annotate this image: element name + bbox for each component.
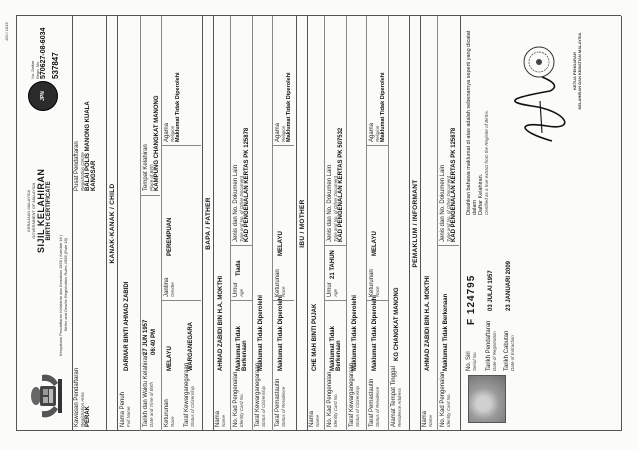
mother-address-label: Alamat Tempat Tinggal [391,366,397,427]
rule-mother-4 [388,16,389,431]
rule-child-v3 [161,145,201,146]
rule-father-3 [272,16,273,431]
certify-ms: Disahkan bahawa maklumat di atas adalah sebenarnya seperti yang dicatat dalam [466,30,478,215]
coat-of-arms-icon [28,371,64,421]
child-gender-label-en: Gender [170,281,175,297]
registration-area-value: PERAK [85,405,91,427]
informant-id: Maklumat Tidak Berkenaan [443,293,449,371]
informant-name-label: Nama [422,410,428,427]
child-religion: Maklumat Tidak Diperolehi [175,72,181,142]
serial-block [466,351,477,371]
registration-centre-label: Pusat Pendaftaran [74,141,80,191]
frame-bottom [621,16,622,431]
mother-age-block [327,282,338,297]
child-name-block [120,392,131,427]
mother-race-label-en: Race [375,286,380,297]
rule-mother-2 [346,16,347,431]
father-id-label-en: Identity Card No. [239,393,244,427]
rule-mother-v2 [324,245,346,246]
father-doc-block [233,128,250,242]
father-doc-label: Jenis dan No. Dokumen Lain [233,164,239,242]
registration-no-label: No. Daftar [30,60,35,79]
child-pob-label-en: Place of Birth [149,164,154,191]
mother-residence: Maklumat Tidak Diperolehi [372,295,378,371]
reg-date-block [486,321,497,371]
act-line-en: Births and Deaths Registration Rules 1958 (Rule 18) [63,237,68,331]
registration-area-label-en: Registration Area [80,392,85,427]
mother-name: CHE MAH BINTI PUJAK [312,303,318,371]
father-religion-block [275,72,292,142]
mother-race: MELAYU [372,231,378,256]
father-residence-block [275,379,286,427]
father-residence-label: Taraf Pemastautin [275,378,281,427]
informant-name-label-en: Name [428,414,433,427]
child-dob-block [143,354,154,427]
rule-child-2 [161,16,162,431]
rule-reg-top [72,16,73,431]
father-doc-label-en: Type and No. of Other Document [239,176,244,242]
mother-doc-label-en: Type and No. of Other Document [333,176,338,242]
extract-date-label: Tarikh Cabutan [504,330,510,371]
government-label-en: GOVERNMENT OF MALAYSIA [31,182,36,239]
reg-date-label-en: Date of Registration [492,331,497,371]
mother-religion: Maklumat Tidak Diperolehi [380,72,386,142]
rule-father-v3 [272,300,294,301]
father-citizenship-label: Taraf Kewarganegaraan [255,362,261,427]
serial-label: No. Siri [466,351,472,371]
certification-text [466,20,489,215]
mother-id-label: No. Kad Pengenalan [327,371,333,427]
mother-address-label-en: Residence Address [397,388,402,427]
rule-child-v1 [140,195,160,196]
father-age: Tiada [236,260,242,276]
extract-date-block [504,331,515,371]
mother-citizenship: Maklumat Tidak Diperolehi [352,295,358,371]
father-religion: Maklumat Tidak Diperolehi [286,72,292,142]
father-race: MELAYU [278,231,284,256]
informant-doc-label: Jenis dan No. Dokumen Lain [440,164,446,242]
registrar-line-2: KELAHIRAN DAN KEMATIAN MALAYSIA [577,32,582,110]
father-religion-label-en: Religion [281,125,286,142]
child-gender: PEREMPUAN [167,217,173,256]
mother-citizenship-label-en: Status of Citizenship [355,385,360,427]
mother-race-block [369,269,380,297]
government-label: KERAJAAN MALAYSIA [26,189,31,232]
child-pob-block [143,95,160,191]
mother-residence-label: Taraf Pemastautin [369,378,375,427]
child-pob: KAMPUNG CHANGKAT MANONG [154,95,160,191]
informant-id-label-en: Identity Card No. [446,393,451,427]
child-gender-block [164,278,175,297]
informant-doc: KAD PENGENALAN KERTAS PK 125878 [451,127,457,242]
mother-name-block [309,411,320,427]
jpn-logo-icon: JPN [28,81,58,111]
mother-doc: KAD PENGENALAN KERTAS PK 507532 [338,127,344,242]
rule-father-1 [230,16,231,431]
father-race-label-en: Race [281,286,286,297]
child-tob: 06:40 PM [151,328,157,355]
rule-father-2 [252,16,253,431]
father-religion-label: Agama [275,122,281,142]
child-race-block [164,399,175,427]
mother-address-block [391,366,402,427]
father-id-block [233,372,244,427]
child-race-label-en: Race [170,416,175,427]
child-race: MELAYU [167,346,173,371]
section-mother: IBU / MOTHER [296,16,308,431]
rule-footer-top [460,16,461,431]
father-citizenship-label-en: Status of Citizenship [261,385,266,427]
mother-address: KG CHANGKAT MANONG [394,287,400,361]
extract-date-label-en: Date of Extraction [510,335,515,371]
registration-no-label-en: Regn. No. [35,60,40,79]
rule-mother-3 [366,16,367,431]
corner-mark: J20 / 1015 [4,22,9,41]
informant-doc-label-en: Type and No. of Other Document [446,176,451,242]
father-age-block [233,282,244,297]
father-race-label: Keturunan [275,269,281,297]
rule-father-v1 [230,300,252,301]
mother-age: 21 TAHUN [330,250,336,279]
frame-top [16,16,17,431]
registration-centre-value: BALAI POLIS MANONG KUALA KANGSAR [85,101,97,191]
child-name-label-en: Full Name [126,406,131,427]
reg-date: 03 JULAI 1957 [488,270,494,311]
rule-father-v2 [230,245,252,246]
mother-name-label: Nama [309,410,315,427]
rule-child-1 [140,16,141,431]
mother-residence-label-en: Status of Residence [375,386,380,427]
informant-name-block [422,411,433,427]
mother-doc-label: Jenis dan No. Dokumen Lain [327,164,333,242]
child-citizenship-block [184,363,195,427]
mother-residence-block [369,379,380,427]
father-citizenship-block [255,363,266,427]
rule-mother-v1 [324,300,346,301]
father-name-label-en: Name [221,414,226,427]
child-citizenship-label: Taraf Kewarganegaraan [184,362,190,427]
mother-id-label-en: Identity Card No. [333,393,338,427]
extract-date: 23 JANUARI 2009 [506,260,512,311]
father-age-label-en: Age [239,288,244,297]
header-titles [26,169,52,253]
registration-no-block [30,28,60,79]
registrar-block [572,21,582,121]
child-citizenship: WARGANEGARA [188,322,194,371]
mother-religion-label-en: Religion [375,125,380,142]
certificate-title-en: BIRTH CERTIFICATE [46,181,52,241]
child-religion-label-en: Religion [170,125,175,142]
registration-area [74,368,91,427]
rule-father-v4 [272,145,294,146]
father-residence-label-en: Status of Residence [281,386,286,427]
mother-doc-block [327,128,344,242]
father-id-label: No. Kad Pengenalan [233,371,239,427]
child-gender-label: Jantina [164,277,170,297]
mother-religion-label: Agama [369,122,375,142]
rule-mother-v3 [366,300,388,301]
informant-id-label: No. Kad Pengenalan [440,371,446,427]
photo-stamp-icon [468,375,506,423]
child-name-label: Nama Penuh [120,391,126,427]
rule-informant-v1 [437,245,459,246]
child-dob: 27 JUN 1957 [143,319,149,355]
father-id: Maklumat Tidak Berkenaan [236,326,248,371]
informant-name: AHMAD ZABIDI BIN H.A. MOKTHI [425,276,431,371]
child-dob-label: Tarikh dan Waktu Kelahiran [143,353,149,427]
father-name-block [215,411,226,427]
signature-icon [512,71,572,151]
registration-no: 570627-08-6034 [40,27,47,79]
child-pob-label: Tempat Kelahiran [143,144,149,191]
section-informant: PEMAKLUM / INFORMANT [409,16,421,431]
mother-id: Maklumat Tidak Berkenaan [330,326,342,371]
serial-label-en: Serial No. [472,351,477,371]
father-name: AHMAD ZABIDI BIN H.A. MOKTHI [218,276,224,371]
registrar-line-1: KETUA PENGARAH [572,52,577,90]
section-father: BAPA / FATHER [202,16,214,431]
rule-informant-1 [437,16,438,431]
mother-age-label-en: Age [333,288,338,297]
serial-value: F 124795 [466,274,477,325]
rule-child-v2 [161,300,201,301]
registration-area-label: Kawasan Pendaftaran [74,367,80,427]
certify-ms2: Daftar Kelahiran. [478,173,484,215]
rule-mother-1 [324,16,325,431]
child-race-label: Keturunan [164,399,170,427]
child-religion-block [164,72,181,142]
section-child: KANAK-KANAK / CHILD [106,16,118,431]
child-name: DARMAR BINTI AHMAD ZABIDI [124,281,130,371]
father-name-label: Nama [215,410,221,427]
mother-id-block [327,372,338,427]
act-line: Kenyataan Pendaftaran Kelahiran dan Kematian 1958 ( Kaedah 18 ) [58,234,63,356]
child-religion-label: Agama [164,122,170,142]
father-doc: KAD PENGENALAN KERTAS PK 125878 [244,127,250,242]
child-citizenship-label-en: Status of Citizenship [190,385,195,427]
father-citizenship: Maklumat Tidak Diperolehi [258,295,264,371]
reg-date-label: Tarikh Pendaftaran [486,320,492,371]
rule-mother-v4 [366,145,388,146]
child-dob-label-en: Date and Time of Birth [149,382,154,427]
mother-name-label-en: Name [315,414,320,427]
informant-doc-block [440,128,457,242]
mother-religion-block [369,72,386,142]
father-age-label: Umur [233,282,239,297]
registration-centre [74,71,97,191]
mother-age-label: Umur [327,282,333,297]
registration-centre-label-en: Registration Centre [80,152,85,191]
father-residence: Maklumat Tidak Diperolehi [278,295,284,371]
father-race-block [275,269,286,297]
mother-citizenship-block [349,363,360,427]
certify-en: Certified as a true extract from the Register of Births. [484,109,489,215]
mother-citizenship-label: Taraf Kewarganegaraan [349,362,355,427]
official-seal-icon [522,45,556,79]
mother-race-label: Keturunan [369,269,375,297]
serial-top: 537847 [51,52,60,79]
informant-id-block [440,372,451,427]
certificate-title: SIJIL KELAHIRAN [36,168,46,253]
